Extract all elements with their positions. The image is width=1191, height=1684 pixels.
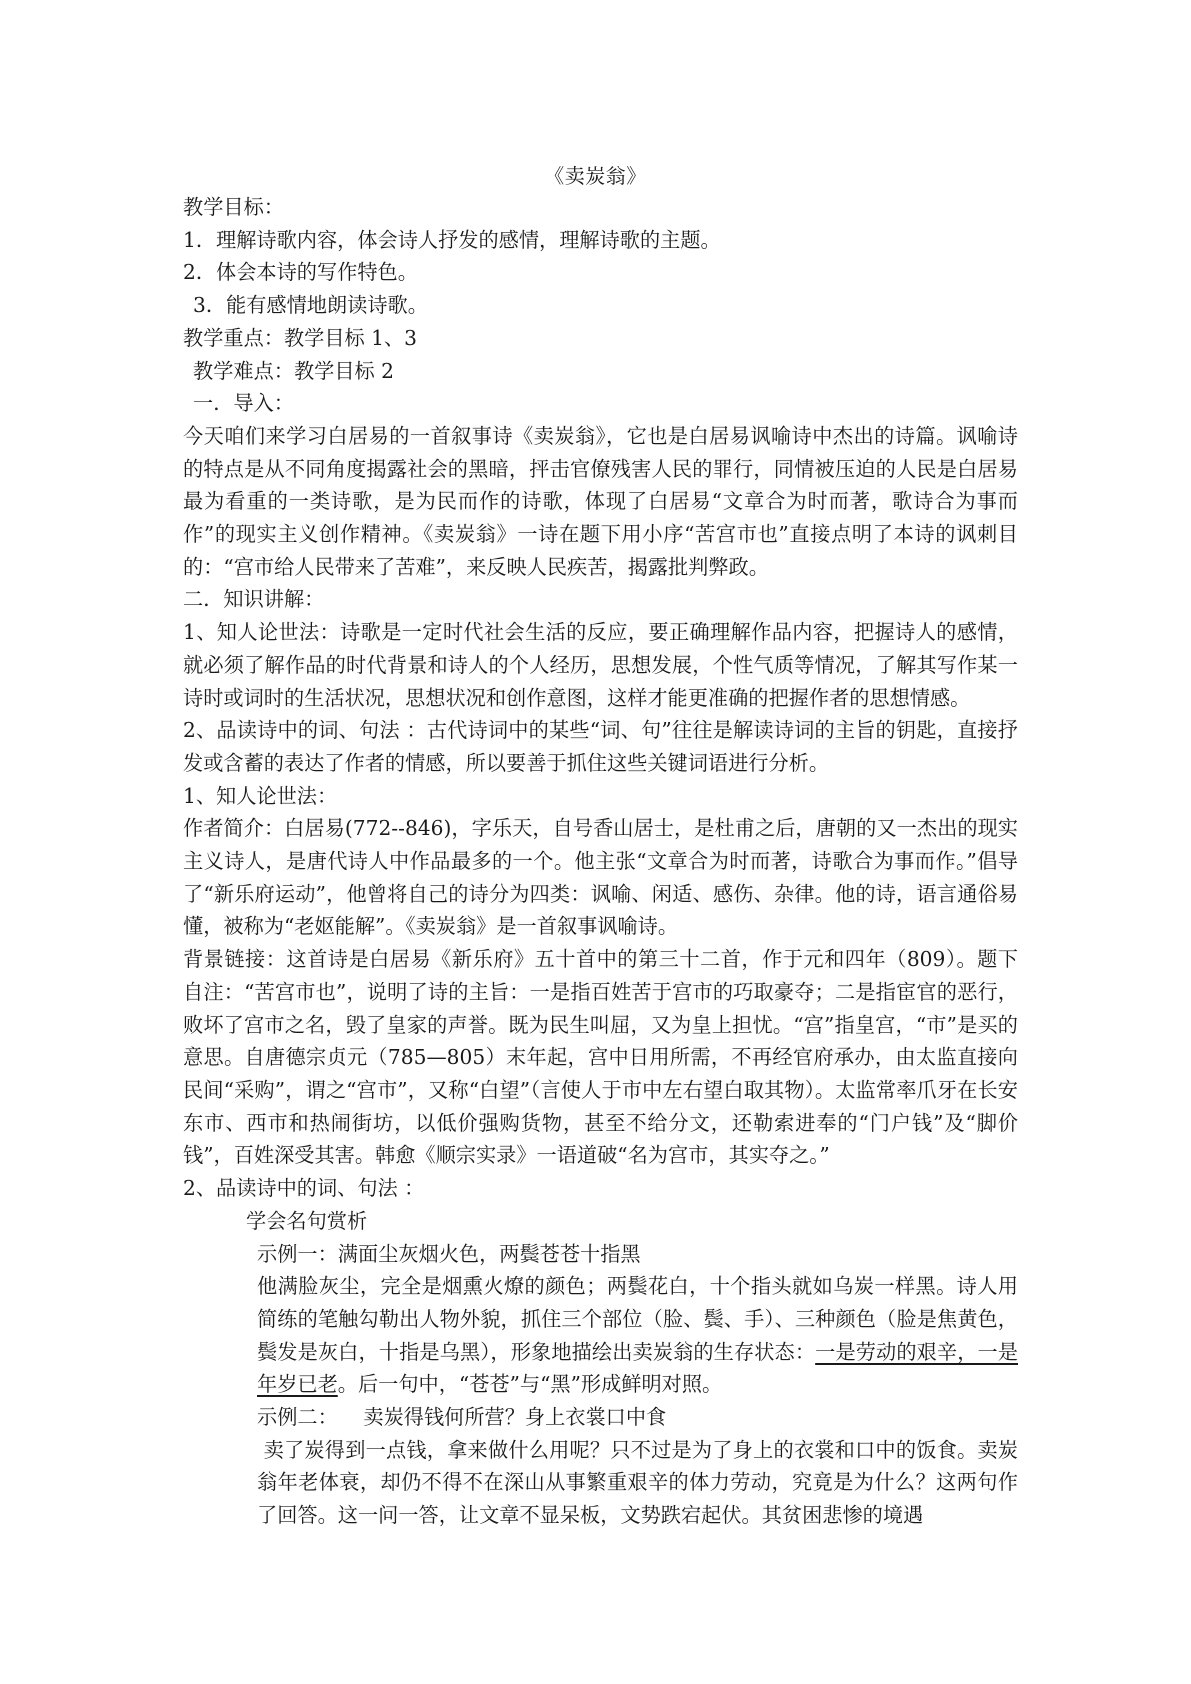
objective-item-2: 2．体会本诗的写作特色。 <box>183 260 418 285</box>
example2-line: 示例二： 卖炭得钱何所营？身上衣裳口中食 <box>257 1405 667 1430</box>
method1-paragraph: 1、知人论世法：诗歌是一定时代社会生活的反应，要正确理解作品内容，把握诗人的感情，就必须了解作品的时代背景和诗人的个人经历，思想发展，个性气质等情况，了解其写作某一诗时或词时的生活状况，思想状况和创作意图，这样才能更准确的把握作者的思想情感。 <box>183 620 1018 710</box>
method1-heading: 1、知人论世法： <box>183 783 338 808</box>
example1-text-a: 他满脸灰尘，完全是烟熏火燎的颜色；两鬓花白，十个指头就如乌炭一样黑。诗人用简练的笔触勾勒出人物外貌，抓住三个部位（脸、鬓、手）、三种颜色（脸是焦黄色，鬓发是灰白，十指是乌黑），形象地描绘出卖炭翁的生存状态： <box>257 1274 1018 1364</box>
objectives-heading: 教学目标： <box>183 195 284 219</box>
author-intro-paragraph: 作者简介：白居易(772--846)，字乐天，自号香山居士，是杜甫之后，唐朝的又一杰出的现实主义诗人，是唐代诗人中作品最多的一个。他主张“文章合为时而著，诗歌合为事而作。”倡导了“新乐府运动”，他曾将自己的诗分为四类：讽喻、闲适、感伤、杂律。他的诗，语言通俗易懂，被称为“老妪能解”。《卖炭翁》是一首叙事讽喻诗。 <box>183 816 1018 939</box>
objective-item-1: 1．理解诗歌内容，体会诗人抒发的感情，理解诗歌的主题。 <box>183 227 721 252</box>
difficult-point: 教学难点：教学目标 2 <box>193 358 394 383</box>
background-paragraph: 背景链接：这首诗是白居易《新乐府》五十首中的第三十二首，作于元和四年（809）。题下自注：“苦宫市也”，说明了诗的主旨：一是指百姓苦于宫市的巧取豪夺；二是指宦官的恶行，败坏了宫市之名，毁了皇家的声誉。既为民生叫屈，又为皇上担忧。“宫”指皇宫，“市”是买的意思。自唐德宗贞元（785—805）末年起，宫中日用所需，不再经官府承办，由太监直接向民间“采购”，谓之“宫市”，又称“白望”（言使人于市中左右望白取其物）。太监常率爪牙在长安东市、西市和热闹街坊，以低价强购货物，甚至不给分文，还勒索进奉的“门户钱”及“脚价钱”，百姓深受其害。韩愈《顺宗实录》一语道破“名为宫市，其实夺之。” <box>183 947 1018 1168</box>
method2-heading: 2、品读诗中的词、句法 ： <box>183 1176 425 1201</box>
document-body <box>183 191 1018 1532</box>
example1-paragraph <box>257 1270 1018 1401</box>
example1-text-b: 。后一句中，“苍苍”与“黑”形成鲜明对照。 <box>337 1372 723 1397</box>
example2-paragraph: 卖了炭得到一点钱，拿来做什么用呢？只不过是为了身上的衣裳和口中的饭食。卖炭翁年老体衰，却仍不得不在深山从事繁重艰辛的体力劳动，究竟是为什么？这两句作了回答。这一问一答，让文章不显呆板，文势跌宕起伏。其贫困悲惨的境遇 <box>257 1437 1018 1528</box>
section1-paragraph: 今天咱们来学习白居易的一首叙事诗《卖炭翁》，它也是白居易讽喻诗中杰出的诗篇。讽喻诗的特点是从不同角度揭露社会的黑暗，抨击官僚残害人民的罪行，同情被压迫的人民是白居易最为看重的一类诗歌，是为民而作的诗歌，体现了白居易“文章合为时而著，歌诗合为事而作”的现实主义创作精神。《卖炭翁》一诗在题下用小序“苦宫市也”直接点明了本诗的讽刺目的：“宫市给人民带来了苦难”，来反映人民疾苦，揭露批判弊政。 <box>183 423 1018 579</box>
section1-heading: 一．导入： <box>193 391 294 416</box>
key-point: 教学重点：教学目标 1、3 <box>183 325 417 350</box>
objective-item-3: 3．能有感情地朗读诗歌。 <box>193 293 428 318</box>
famous-lines-heading: 学会名句赏析 <box>246 1208 368 1233</box>
method2-paragraph: 2、品读诗中的词、句法 ：古代诗词中的某些“词、句”往往是解读诗词的主旨的钥匙，直接抒发或含蓄的表达了作者的情感，所以要善于抓住这些关键词语进行分析。 <box>183 718 1018 775</box>
example1-underlined-text: 一是劳动的艰辛，一是年岁已老 <box>257 1339 1018 1397</box>
section2-heading: 二．知识讲解： <box>183 587 325 612</box>
document-title: 《卖炭翁》 <box>544 164 647 188</box>
example1-line: 示例一：满面尘灰烟火色，两鬓苍苍十指黑 <box>257 1241 641 1266</box>
